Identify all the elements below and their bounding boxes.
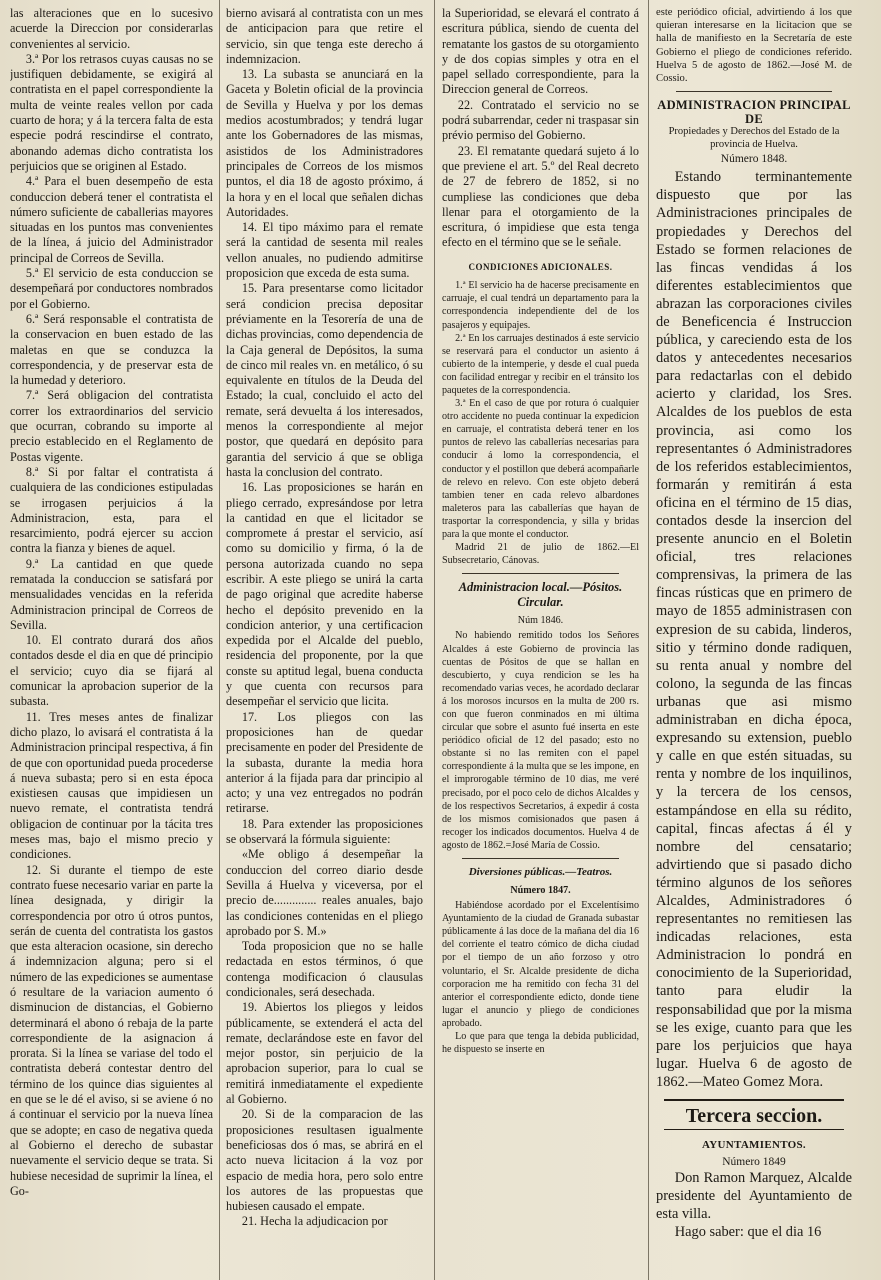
paragraph: la Superioridad, se elevará el contrato á escritura pública, siendo de cuenta del rematante los gastos de su otorgamiento y de dos copias simples y otra en el papel sellado correspondiente, para la Direccion general de Correos. (442, 6, 639, 97)
paragraph: este periódico oficial, advirtiendo á los que quieran interesarse en la licitacion que se halla de manifiesto en la Secretaría de este Gobierno el pliego de condiciones referido. Huelva 5 de agosto de 1862.—José M. de Cossio. (656, 7, 852, 85)
separator (462, 858, 619, 859)
condition-18: 18. Para extender las proposiciones se observará la fórmula siguiente: (226, 816, 423, 847)
notice-text: Estando terminantemente dispuesto que por las Administraciones principales de propiedades y Derechos del Estado se formen relaciones de las fincas vendidas á los diferentes establecimientos que abrazan las corporaciones civiles de Beneficencia é Instruccion pública, y careciendo esta de los datos y antecedentes necesarios para redactarlas con el debido acierto y claridad, los Sres. Alcaldes de los pueblos de esta provincia, asi como los representantes ó Administradores de los referidos establecimientos, formarán y remitirán á esta oficina en el término de 15 dias, contados desde la insercion del presente anuncio en el Boletin oficial, tres relaciones comprensivas, la primera de las fincas rústicas que en primero de mayo de 1855 administrasen con expresion de su cabida, linderos, sitio y término donde radiquen, su renta anual y nombre del colono, la segunda de las fincas urbanas que asi mismo administraban en dicha época, expresando su extension, pueblo y calle en que estén situadas, su renta y nombre de los inquilinos, y la tercera de los censos, estampándose en ella su rédito, capital, fincas afectas á él y nombre del censatario; advirtiendo que si pasado dicho término algunos de los señores Alcaldes, Administradores ó representantes no remitiesen las indicadas relaciones, esta Administracion lo pondrá en conocimiento de la Superioridad, tanto para eludir la responsabilidad que por la misma se les exige, cuanto para que les pare los perjuicios que haya lugar. Huelva 6 de agosto de 1862.—Mateo Gomez Mora. (656, 169, 852, 1090)
condition-21: 21. Hecha la adjudicacion por (241, 1214, 388, 1229)
notice-text: Hago saber: que el dia 16 (674, 1224, 822, 1241)
section-heading: AYUNTAMIENTOS. (702, 1139, 806, 1151)
section-subheading: Propiedades y Derechos del Estado de la provincia de Huelva. (668, 126, 840, 150)
condition-9: 9.ª La cantidad en que quede rematada la conduccion se satisfará por mensualidades vencidas en la referida Administracion principal de Correos de Sevilla. (10, 556, 213, 632)
column-divider (648, 0, 649, 1280)
notice-text: Don Ramon Marquez, Alcalde presidente del Ayuntamiento de esta villa. (656, 1170, 852, 1223)
condition-3: 3.ª Por los retrasos cuyas causas no se justifiquen debidamente, se exigirá al contratista en el papel correspondiente la multa de veinte reales vellon por cada cuarto de hora; y á la tercera falta de esta especie podrá rescindirse el contrato, abonando ademas dicho contratista los perjuicios que se originen al Estado. (10, 51, 213, 173)
paragraph: bierno avisará al contratista con un mes de anticipacion para que retire el servicio, sin que tenga este derecho á indemnizacion. (226, 6, 423, 66)
column-1 (10, 6, 213, 1276)
additional-condition-3: 3.ª En el caso de que por rotura ó cualquier otro accidente no pueda continuar la expedicion en carruaje, el contratista deberá tener en los puntos de relevo las caballerías necesarias para conducir á lomo la correspondencia, el conductor y el postillon que deberá acompañarle de relevo en relevo. Con este objeto deberá tambien tener en cada relevo albardones maleteros para las caballerías que hayan de trasportar la correspondencia, y silla y bridas para la que monte el conductor. (442, 398, 639, 541)
notice-text: No habiendo remitido todos los Señores Alcaldes á este Gobierno de provincia las cuentas de Pósitos de que se hallan en descubierto, y cuya rendicion se les ha recomendado varias veces, he acordado declarar á los morosos incursos en la multa de 200 rs. con que fueron conminados en mi última circular que sobre el asunto fué inserta en este periódico oficial de 12 del pasado; esto no obstante si no las remiten con el papel correspondiente á la multa que se les impone, en el improrogable término de 10 dias, me veré precisado, por el poco celo de dichos Alcaldes y de los respectivos Secretarios, á expedir á costa de los mismos comisionados que pasen á recoger los indicados documentos. Huelva 4 de agosto de 1862.=José María de Cossio. (442, 630, 639, 851)
condition-14: 14. El tipo máximo para el remate será la cantidad de sesenta mil reales vellon anuales, no pudiendo admitirse proposicion que exceda de esta suma. (226, 220, 423, 281)
condition-12: 12. Si durante el tiempo de este contrato fuese necesario variar en parte la línea designada, y dirigir la correspondencia por otro ú otros puntos, serán de cuenta del contratista los gastos que esta alteracion ocasione, sin derecho á indemnizacion alguna; pero si el número de las expediciones se aumentase ó resultare de la variacion aumento ó disminucion de distancias, el Gobierno determinará el abono ó rebaja de la parte correspondiente de la asignacion á prorata. Si la línea se variase del todo el contratista deberá contestar dentro del término de los quince dias siguientes al en que se le dé el aviso, si se aviene ó no á continuar el servicio por la nueva línea que se adopte; en caso de negativa queda al Gobierno el derecho de subastar nuevamente el servicio deque se trata. Si hubiese necesidad de suprimir la línea, el Go- (10, 862, 213, 1198)
separator (664, 1099, 844, 1101)
condition-7: 7.ª Será obligacion del contratista correr los extraordinarios del servicio que ocurran, cobrando su importe al precio establecido en el Reglamento de Postas vigente. (10, 388, 213, 464)
section-heading: CONDICIONES ADICIONALES. (468, 261, 613, 272)
section-title: Tercera seccion. (685, 1105, 823, 1127)
column-divider (219, 0, 220, 1280)
separator (664, 1129, 844, 1130)
section-heading: ADMINISTRACION PRINCIPAL DE (657, 98, 851, 127)
condition-19: 19. Abiertos los pliegos y leidos públicamente, se extenderá el acta del remate, declarándose este en favor del mejor postor, sin perjuicio de la aprobacion superior, para lo cual se remitirá inmediatamente el expediente al Gobierno. (226, 1000, 423, 1107)
formula-quote: «Me obligo á desempeñar la conduccion del correo diario desde Sevilla á Huelva y viceversa, por el precio de.............. reales anuales, bajo las condiciones contenidas en el pliego aprobado por S. M.» (226, 847, 423, 938)
notice-number: Núm 1846. (517, 615, 564, 627)
column-2 (226, 6, 423, 1276)
notice-text: Lo que para que tenga la debida publicidad, he dispuesto se inserte en (442, 1031, 639, 1056)
notice-text: Habiéndose acordado por el Excelentísimo Ayuntamiento de la ciudad de Granada subastar públicamente á las doce de la mañana del dia 16 del corriente el teatro cómico de dicha ciudad por el tiempo de un año forzoso y otro voluntario, el Sr. Alcalde presidente de dicha corporacion me ha remitido con fecha 31 del anterior el correspondiente edicto, donde tiene lugar el anuncio y pliego de condiciones aprobado. (442, 900, 639, 1029)
section-heading: Diversiones públicas.—Teatros. (468, 866, 613, 878)
additional-condition-2: 2.ª En los carruajes destinados á este servicio se reservará para el conductor un asiento á cubierto de la intemperie, y desde el cual pueda con facilidad entregar y recibir en el tránsito los paquetes de la correspondencia. (442, 332, 639, 396)
additional-condition-1: 1.ª El servicio ha de hacerse precisamente en carruaje, el cual tendrá un departamento para la correspondencia independiente del de los pasajeros y equipajes. (442, 280, 639, 331)
notice-number: Número 1848. (720, 153, 788, 166)
notice-number: Número 1847. (510, 885, 571, 896)
condition-10: 10. El contrato durará dos años contados desde el dia en que dé principio el servicio; cuyo dia se fijará al comunicar la aprobacion superior de la subasta. (10, 633, 213, 709)
paragraph: las alteraciones que en lo sucesivo acuerde la Direccion por considerarlas convenientes al servicio. (10, 6, 213, 51)
condition-8: 8.ª Si por faltar el contratista á cualquiera de las condiciones estipuladas se irrogasen perjuicios á la Administracion, esta, para el resarcimiento, podrá ejercer su accion contra la fianza y bienes de aquel. (10, 464, 213, 556)
separator (676, 91, 832, 92)
separator (462, 573, 619, 574)
condition-11: 11. Tres meses antes de finalizar dicho plazo, lo avisará el contratista á la Administracion principal respectiva, á fin de que con oportunidad pueda procederse á nueva subasta; pero si en esta época existiesen causas que impidiesen un nuevo remate, el contratista tendrá obligacion de continuar por la tácita tres meses mas, bajo el mismo precio y condiciones. (10, 709, 213, 862)
notice-number: Número 1849 (722, 1156, 786, 1168)
condition-20: 20. Si de la comparacion de las proposiciones resultasen igualmente beneficiosas dos ó mas, se abrirá en el acto nueva licitacion á la voz por espacio de media hora, pero solo entre los autores de las propuestas que hubiesen causado el empate. (226, 1107, 423, 1214)
condition-15: 15. Para presentarse como licitador será condicion precisa depositar préviamente en la Tesorería de una de dichas provincias, como dependencia de la Caja general de Depósitos, la suma de cinco mil reales vn. en metálico, ó su equivalente en títulos de la Deuda del Estado; la cual, concluido el acto del remate, será devuelta á los interesados, menos la correspondiente al mejor postor, que quedará en depósito para garantia del servicio á que se obliga hasta la conclusion del contrato. (226, 281, 423, 479)
date-signature: Madrid 21 de julio de 1862.—El Subsecretario, Cánovas. (442, 542, 639, 567)
column-3 (442, 6, 639, 1276)
condition-6: 6.ª Será responsable el contratista de la conservacion en buen estado de las maletas en que se conduzca la correspondencia, y de preservar esta de la humedad y deterioro. (10, 311, 213, 388)
column-divider (434, 0, 435, 1280)
condition-22: 22. Contratado el servicio no se podrá subarrendar, ceder ni traspasar sin prévio permiso del Gobierno. (442, 97, 639, 143)
condition-13: 13. La subasta se anunciará en la Gaceta y Boletin oficial de la provincia de Sevilla y Huelva y por los demas medios acostumbrados; y tendrá lugar ante los Gobernadores de las mismas, asistidos de los Administradores principales de Correos de los mismos puntos, el dia 18 de agosto próximo, á la hora y en el local que señalen dichas Autoridades. (226, 67, 423, 219)
condition-17: 17. Los pliegos con las proposiciones han de quedar precisamente en poder del Presidente de la subasta, durante la media hora anterior á la fijada para dar principio al acto; y una vez entregados no podrán retirarse. (226, 709, 423, 816)
column-4 (656, 6, 852, 1276)
condition-23: 23. El rematante quedará sujeto á lo que previene el art. 5.º del Real decreto de 27 de febrero de 1852, si no cumpliese las condiciones que deba llenar para el otorgamiento de la escritura, ó impidiese que esta tenga efecto en el término que se le señale. (442, 143, 639, 250)
paragraph: Toda proposicion que no se halle redactada en estos términos, ó que contenga modificacion ó clausulas condicionales, será desechada. (226, 939, 423, 999)
section-heading: Administracion local.—Pósitos. Circular. (458, 580, 623, 610)
condition-16: 16. Las proposiciones se harán en pliego cerrado, expresándose por letra la cantidad en que el licitador se compromete á prestar el servicio, así como su domicilio y firma, ó la de persona autorizada cuando no sepa escribir. A este pliego se unirá la carta de pago original que acredite haberse hecho el depósito prevenido en la condicion anterior, y una certificacion expedida por el Alcalde del pueblo, residencia del proponente, por la que conste su aptitud legal, buena conducta y que cuenta con recursos para desempeñar el servicio que licita. (226, 480, 423, 709)
condition-5: 5.ª El servicio de esta conduccion se desempeñará por conductores nombrados por el Gobierno. (10, 266, 213, 311)
condition-4: 4.ª Para el buen desempeño de esta conduccion deberá tener el contratista el número suficiente de caballerias mayores situadas en los puntos mas convenientes de la línea, á juicio del Administrador principal de Correos de Sevilla. (10, 174, 213, 265)
